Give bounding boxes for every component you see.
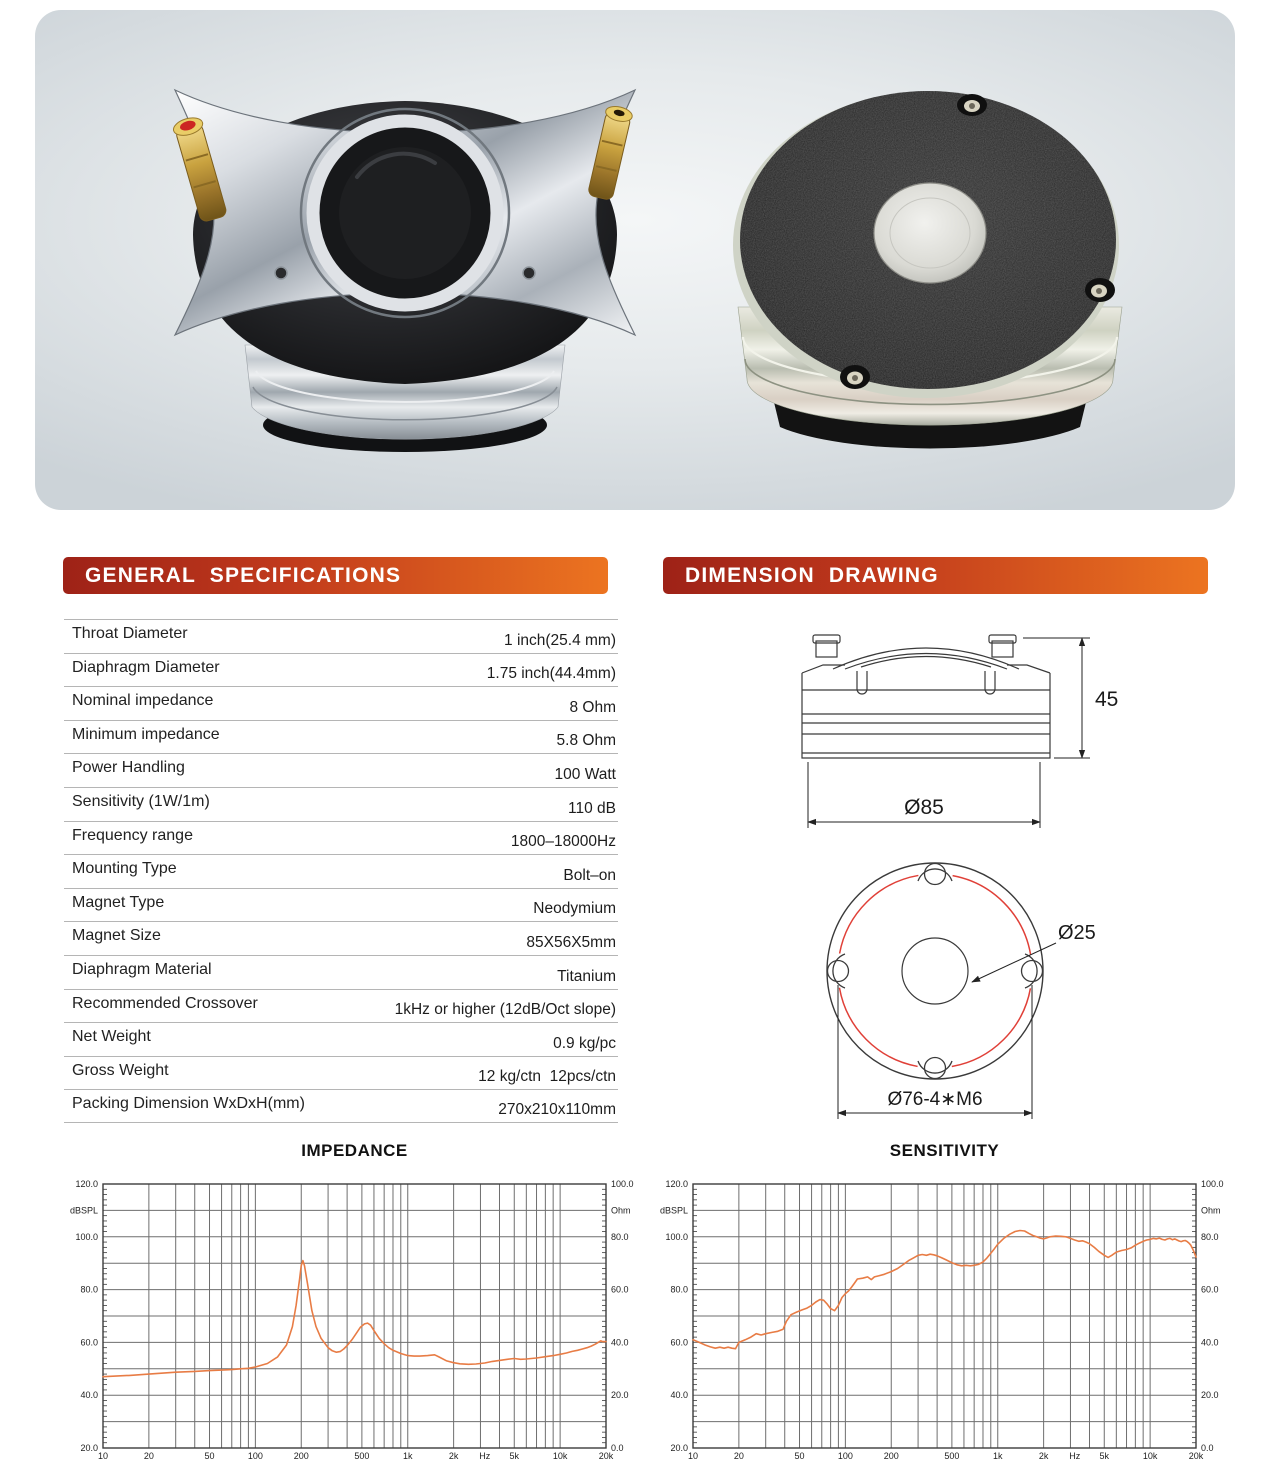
spec-row (64, 989, 618, 1023)
mounting-flange-circle (827, 863, 1043, 1079)
x-axis-tick: 5k (1099, 1451, 1110, 1461)
spec-row (64, 720, 618, 754)
product-photo-panel (35, 10, 1235, 510)
general-specifications-title: GENERAL SPECIFICATIONS (85, 564, 402, 587)
driver-side-outline (802, 635, 1050, 758)
sensitivity-chart-block (648, 1140, 1271, 1461)
right-axis-tick: 80.0 (1201, 1231, 1219, 1242)
driver-front-photo (670, 75, 1190, 485)
screw-hole (840, 365, 870, 389)
spec-label: Magnet Type (72, 893, 165, 911)
spec-value: 100 Watt (554, 765, 616, 783)
spec-row (64, 854, 618, 888)
spec-row (64, 1056, 618, 1090)
spec-label: Recommended Crossover (72, 994, 258, 1012)
right-axis-tick: 0.0 (1201, 1443, 1214, 1453)
right-axis-tick: 20.0 (611, 1390, 629, 1401)
spec-row (64, 955, 618, 989)
sensitivity-chart-title: SENSITIVITY (889, 1141, 1000, 1160)
frame-screw (523, 267, 535, 279)
left-axis-tick: 40.0 (80, 1390, 98, 1401)
left-axis-unit: dBSPL (659, 1205, 688, 1216)
spec-label: Diaphragm Diameter (72, 658, 220, 676)
spec-value: 1 inch(25.4 mm) (504, 631, 616, 649)
spec-row (64, 619, 618, 653)
driver-rear-photo (105, 35, 705, 475)
right-axis-tick: 100.0 (1201, 1179, 1224, 1189)
right-axis-unit: Ohm (611, 1205, 631, 1216)
screw-hole (957, 94, 987, 116)
x-axis-tick: 500 (354, 1451, 370, 1461)
spec-label: Gross Weight (72, 1061, 169, 1079)
throat-circle (902, 938, 968, 1004)
bolt-circle-dimension-label: Ø76-4∗M6 (887, 1089, 983, 1110)
x-axis-tick: 2k (448, 1451, 459, 1461)
right-axis-tick: 40.0 (611, 1337, 629, 1348)
left-axis-tick: 120.0 (75, 1179, 98, 1189)
bolt-circle-red (838, 874, 1032, 1068)
spec-value: 5.8 Ohm (556, 732, 616, 750)
spec-value: 110 dB (568, 799, 616, 817)
height-dimension-label: 45 (1095, 688, 1119, 711)
spec-label: Packing Dimension WxDxH(mm) (72, 1095, 305, 1113)
spec-value: 270x210x110mm (498, 1100, 616, 1118)
x-axis-tick: 100 (247, 1451, 263, 1461)
left-axis-tick: 60.0 (670, 1337, 688, 1348)
spec-value: 85X56X5mm (526, 933, 616, 951)
left-axis-tick: 60.0 (80, 1337, 98, 1348)
left-axis-tick: 100.0 (75, 1231, 98, 1242)
x-axis-tick: 10k (1142, 1451, 1158, 1461)
throat-dimension-label: Ø25 (1058, 922, 1096, 944)
spec-row (64, 1089, 618, 1123)
left-axis-tick: 40.0 (670, 1390, 688, 1401)
spec-row (64, 787, 618, 821)
spec-value: Neodymium (533, 900, 616, 918)
x-axis-tick: 10 (97, 1451, 109, 1461)
side-view-drawing (775, 625, 1175, 840)
spec-value: Bolt–on (563, 866, 616, 884)
x-axis-tick: 20k (598, 1451, 614, 1461)
dimension-drawing-title: DIMENSION DRAWING (685, 564, 939, 587)
left-axis-tick: 20.0 (670, 1443, 688, 1453)
impedance-chart-title: IMPEDANCE (301, 1141, 408, 1160)
spec-label: Frequency range (72, 826, 193, 844)
spec-table (64, 619, 618, 1123)
spec-row (64, 1022, 618, 1056)
x-axis-tick: 5k (509, 1451, 520, 1461)
right-axis-tick: 0.0 (611, 1443, 624, 1453)
x-axis-unit: Hz (479, 1451, 491, 1461)
x-axis-tick: 200 (293, 1451, 309, 1461)
spec-value: 0.9 kg/pc (553, 1034, 616, 1052)
right-axis-tick: 60.0 (1201, 1284, 1219, 1295)
spec-label: Diaphragm Material (72, 960, 212, 978)
x-axis-tick: 20k (1188, 1451, 1204, 1461)
spec-label: Power Handling (72, 759, 185, 777)
x-axis-tick: 10k (552, 1451, 568, 1461)
right-axis-tick: 60.0 (611, 1284, 629, 1295)
x-axis-tick: 1k (402, 1451, 413, 1461)
right-axis-tick: 20.0 (1201, 1390, 1219, 1401)
spec-value: 8 Ohm (569, 698, 616, 716)
spec-label: Magnet Size (72, 927, 161, 945)
x-axis-tick: 500 (944, 1451, 960, 1461)
right-axis-tick: 100.0 (611, 1179, 634, 1189)
x-axis-tick: 10 (687, 1451, 699, 1461)
x-axis-tick: 100 (837, 1451, 853, 1461)
spec-value: 1.75 inch(44.4mm) (486, 665, 616, 683)
x-axis-tick: 50 (794, 1451, 805, 1461)
left-axis-tick: 80.0 (80, 1284, 98, 1295)
spec-row (64, 653, 618, 687)
x-axis-tick: 2k (1038, 1451, 1049, 1461)
spec-label: Nominal impedance (72, 692, 214, 710)
diaphragm-cover (339, 147, 471, 279)
x-axis-tick: 20 (143, 1451, 154, 1461)
screw-hole (1085, 278, 1115, 302)
sensitivity-chart (648, 1162, 1271, 1461)
spec-label: Sensitivity (1W/1m) (72, 792, 210, 810)
left-axis-unit: dBSPL (69, 1205, 98, 1216)
spec-label: Throat Diameter (72, 625, 188, 642)
spec-row (64, 888, 618, 922)
spec-row (64, 753, 618, 787)
right-axis-unit: Ohm (1201, 1205, 1221, 1216)
x-axis-tick: 50 (204, 1451, 215, 1461)
frame-screw (275, 267, 287, 279)
x-axis-tick: 1k (992, 1451, 1003, 1461)
general-specifications-banner (63, 557, 608, 594)
x-axis-tick: 20 (733, 1451, 744, 1461)
spec-value: 1800–18000Hz (510, 833, 616, 851)
left-axis-tick: 80.0 (670, 1284, 688, 1295)
x-axis-unit: Hz (1069, 1451, 1081, 1461)
spec-row (64, 821, 618, 855)
spec-value: 1kHz or higher (12dB/Oct slope) (394, 1001, 616, 1019)
spec-label: Mounting Type (72, 860, 177, 878)
mounting-ears (828, 864, 1043, 1079)
left-axis-tick: 20.0 (80, 1443, 98, 1453)
impedance-chart-block (58, 1140, 698, 1461)
spec-row (64, 686, 618, 720)
spec-label: Net Weight (72, 1028, 151, 1046)
spec-row (64, 921, 618, 955)
spec-label: Minimum impedance (72, 725, 220, 743)
spec-value: 12 kg/ctn 12pcs/ctn (478, 1068, 616, 1086)
right-axis-tick: 40.0 (1201, 1337, 1219, 1348)
left-axis-tick: 100.0 (665, 1231, 688, 1242)
dimension-drawing-banner (663, 557, 1208, 594)
height-dimension (1023, 638, 1090, 758)
left-axis-tick: 120.0 (665, 1179, 688, 1189)
spec-value: Titanium (557, 967, 616, 985)
diameter-dimension-label: Ø85 (904, 796, 944, 819)
right-axis-tick: 80.0 (611, 1231, 629, 1242)
impedance-chart (58, 1162, 693, 1461)
x-axis-tick: 200 (883, 1451, 899, 1461)
front-view-drawing (790, 855, 1170, 1135)
